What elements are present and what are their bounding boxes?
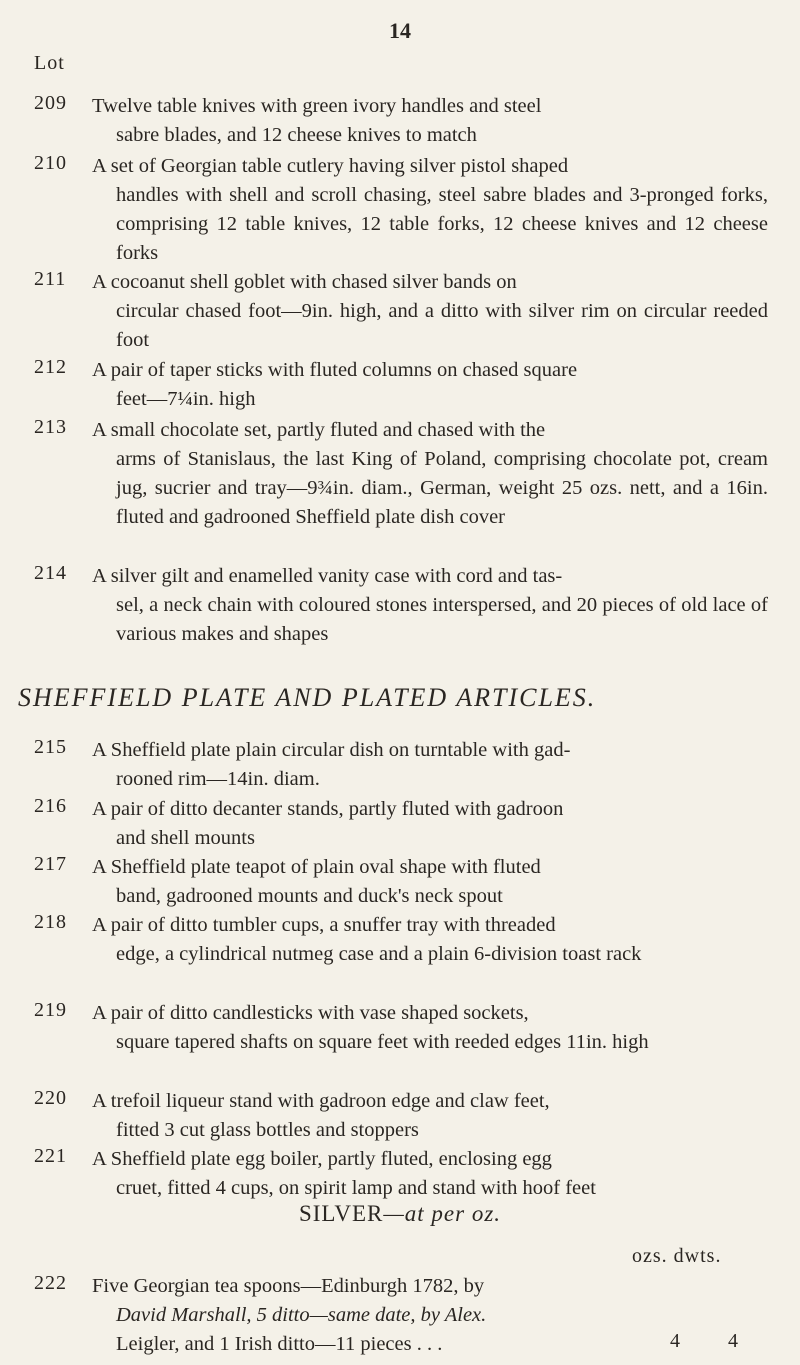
lot-description-first-line: A trefoil liqueur stand with gadroon edge and claw feet,: [92, 1090, 550, 1112]
lot-description-line-2: David Marshall, 5 ditto—same date, by Alex.: [116, 1304, 487, 1326]
lot-description-continuation: cruet, fitted 4 cups, on spirit lamp and stand with hoof feet: [116, 1177, 596, 1199]
lot-number: 218: [34, 911, 67, 933]
lot-description-continuation: arms of Stanislaus, the last King of Poland, comprising chocolate pot, cream jug, sucrier and tray—9¾in. diam., German, weight 25 ozs. nett, and a 16in. fluted and gadrooned Sheffield plate dish cover: [116, 448, 768, 528]
lot-description-first-line: A silver gilt and enamelled vanity case with cord and tas-: [92, 565, 563, 587]
lot-number: 221: [34, 1145, 67, 1167]
lot-number: 214: [34, 562, 67, 584]
lot-description: [92, 1145, 768, 1203]
lot-description: [92, 1272, 768, 1359]
lot-description-first-line: A pair of taper sticks with fluted columns on chased square: [92, 359, 578, 381]
lot-description-first-line: A small chocolate set, partly fluted and chased with the: [92, 419, 546, 441]
lot-description-continuation: circular chased foot—9in. high, and a ditto with silver rim on circular reeded foot: [116, 300, 768, 351]
lot-number: 216: [34, 795, 67, 817]
lot-description-first-line: A Sheffield plate egg boiler, partly fluted, enclosing egg: [92, 1148, 552, 1170]
silver-heading-main: SILVER: [298, 1201, 384, 1226]
lot-description-line-3: Leigler, and 1 Irish ditto—11 pieces . . .: [116, 1333, 443, 1355]
lot-description: [92, 416, 768, 532]
lot-description-continuation: feet—7¼in. high: [116, 388, 256, 410]
price-dwts: 4: [728, 1330, 738, 1352]
lot-description-continuation: square tapered shafts on square feet with reeded edges 11in. high: [116, 1031, 649, 1053]
lot-description-continuation: band, gadrooned mounts and duck's neck spout: [116, 885, 503, 907]
lot-description: [92, 911, 768, 969]
lot-description: [92, 562, 768, 649]
lot-description: [92, 152, 768, 268]
lot-description-first-line: A cocoanut shell goblet with chased silver bands on: [92, 271, 517, 293]
lot-column-header: Lot: [34, 52, 65, 74]
lot-number: 209: [34, 92, 67, 114]
lot-number: 212: [34, 356, 67, 378]
lot-number: 222: [34, 1272, 67, 1294]
lot-description: [92, 356, 768, 414]
price-ozs: 4: [670, 1330, 680, 1352]
lot-description-first-line: Five Georgian tea spoons—Edinburgh 1782, by: [92, 1275, 485, 1297]
lot-description-continuation: sabre blades, and 12 cheese knives to match: [116, 124, 477, 146]
lot-description-first-line: A set of Georgian table cutlery having silver pistol shaped: [92, 155, 569, 177]
lot-description-continuation: edge, a cylindrical nutmeg case and a plain 6-division toast rack: [116, 943, 642, 965]
lot-description-continuation: fitted 3 cut glass bottles and stoppers: [116, 1119, 419, 1141]
lot-description-first-line: Twelve table knives with green ivory handles and steel: [92, 95, 542, 117]
lot-description-first-line: A pair of ditto decanter stands, partly fluted with gadroon: [92, 798, 564, 820]
lot-description-first-line: A pair of ditto tumbler cups, a snuffer tray with threaded: [92, 914, 556, 936]
lot-description: [92, 736, 768, 794]
lot-description: [92, 795, 768, 853]
section-heading: SHEFFIELD PLATE AND PLATED ARTICLES.: [18, 683, 597, 712]
lot-description-continuation: rooned rim—14in. diam.: [116, 768, 320, 790]
lot-description-first-line: A Sheffield plate teapot of plain oval shape with fluted: [92, 856, 541, 878]
units-header: ozs. dwts.: [632, 1245, 722, 1267]
silver-section-heading: [0, 1201, 800, 1227]
lot-number: 217: [34, 853, 67, 875]
lot-description-continuation: sel, a neck chain with coloured stones interspersed, and 20 pieces of old lace of various makes and shapes: [116, 594, 768, 645]
lot-description-first-line: A Sheffield plate plain circular dish on turntable with gad-: [92, 739, 571, 761]
page-number: 14: [389, 18, 411, 43]
lot-description-continuation: handles with shell and scroll chasing, steel sabre blades and 3-pronged forks, comprising 12 table knives, 12 table forks, 12 cheese knives and 12 cheese forks: [116, 184, 768, 264]
lot-description: [92, 999, 768, 1057]
lot-description: [92, 853, 768, 911]
lot-description-first-line: A pair of ditto candlesticks with vase shaped sockets,: [92, 1002, 529, 1024]
lot-number: 219: [34, 999, 67, 1021]
lot-number: 213: [34, 416, 67, 438]
silver-heading-per-oz: —at per oz.: [383, 1201, 502, 1226]
lot-description-continuation: and shell mounts: [116, 827, 255, 849]
lot-number: 211: [34, 268, 67, 290]
lot-number: 220: [34, 1087, 67, 1109]
lot-description: [92, 1087, 768, 1145]
lot-number: 215: [34, 736, 67, 758]
lot-number: 210: [34, 152, 67, 174]
lot-description: [92, 92, 768, 150]
lot-description: [92, 268, 768, 355]
